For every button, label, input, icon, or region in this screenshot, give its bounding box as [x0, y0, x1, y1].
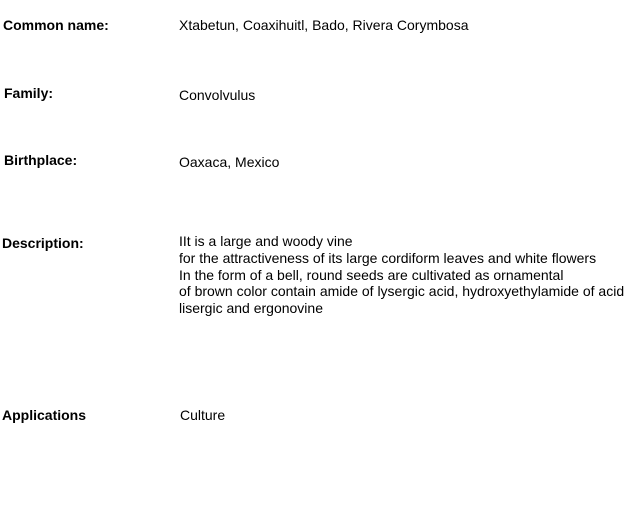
common-name-label: Common name:	[3, 17, 109, 33]
description-line: In the form of a bell, round seeds are cultivated as ornamental	[179, 266, 564, 283]
applications-value: Culture	[180, 407, 226, 423]
description-label: Description:	[2, 235, 84, 251]
description-line: for the attractiveness of its large cordiform leaves and white flowers	[179, 249, 597, 266]
description-text	[179, 233, 624, 317]
birthplace-value: Oaxaca, Mexico	[179, 154, 280, 170]
birthplace-label: Birthplace:	[4, 152, 78, 168]
common-name-value: Xtabetun, Coaxihuitl, Bado, Rivera Corymbosa	[179, 17, 469, 33]
description-line: IIt is a large and woody vine	[179, 233, 353, 249]
applications-label: Applications	[2, 407, 87, 423]
family-label: Family:	[4, 85, 54, 101]
description-line: of brown color contain amide of lysergic acid, hydroxyethylamide of acid	[179, 283, 625, 300]
family-value: Convolvulus	[179, 87, 256, 103]
description-line: lisergic and ergonovine	[179, 300, 323, 317]
